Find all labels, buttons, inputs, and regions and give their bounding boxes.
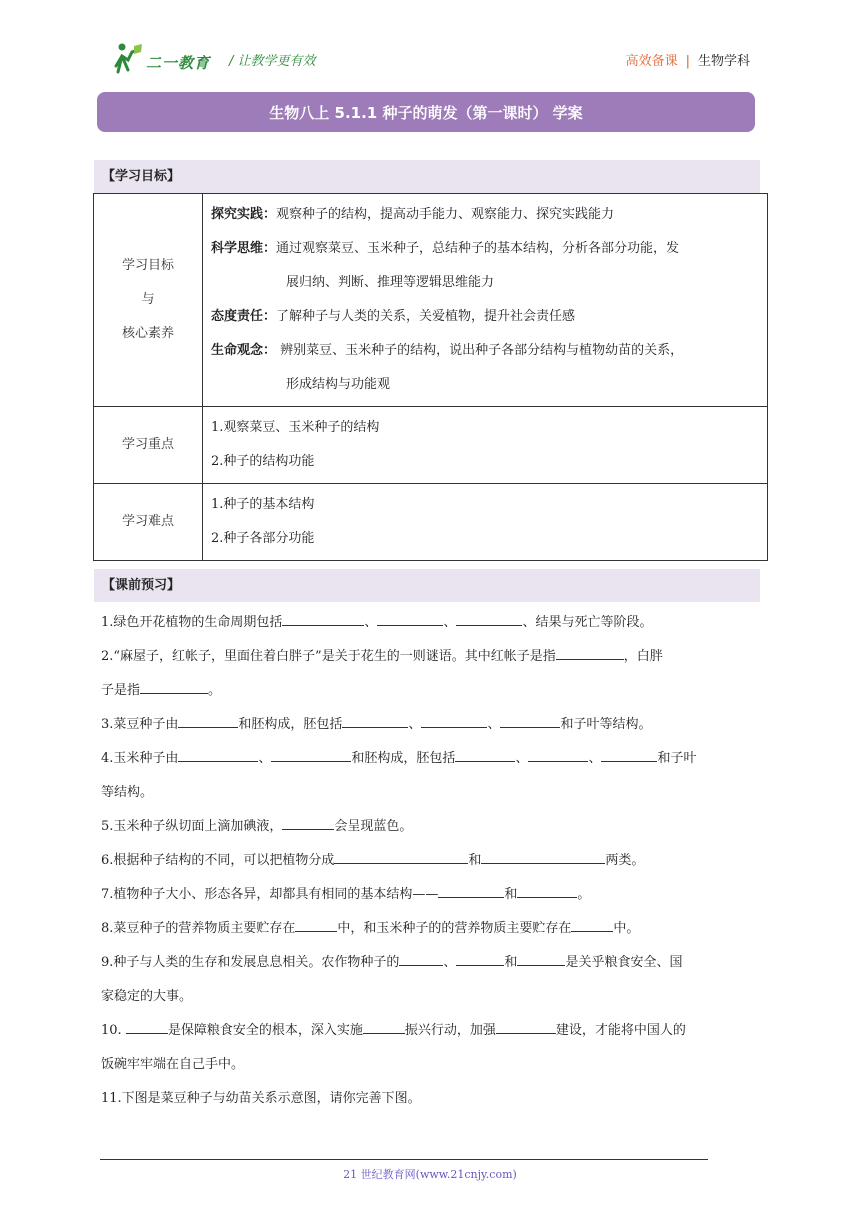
question-text: 、结果与死亡等阶段。 [522, 615, 653, 630]
section-heading-goals: 【学习目标】 [94, 160, 760, 193]
question-text: 、 [443, 955, 457, 970]
goals-table [93, 193, 768, 561]
question-9 [101, 946, 763, 1014]
question-text: 会呈现蓝色。 [334, 819, 413, 834]
answer-blank[interactable] [601, 747, 657, 762]
question-text: 两类。 [605, 853, 645, 868]
question-7 [101, 878, 763, 912]
goal-label: 探究实践： [211, 207, 277, 222]
answer-blank[interactable] [363, 1019, 405, 1034]
question-text: 等结构。 [101, 785, 154, 800]
answer-blank[interactable] [528, 747, 588, 762]
document-title: 生物八上 5.1.1 种子的萌发（第一课时） 学案 [97, 92, 755, 132]
goal-label: 态度责任： [211, 309, 277, 324]
answer-blank[interactable] [295, 917, 337, 932]
row-label-line: 核心素养 [121, 326, 174, 341]
row-content-key-points [203, 407, 768, 484]
question-text: 9.种子与人类的生存和发展息息相关。农作物种子的 [101, 955, 400, 970]
answer-blank[interactable] [178, 747, 258, 762]
question-text: 4.玉米种子由 [101, 751, 179, 766]
row-label-line: 与 [141, 292, 155, 307]
question-text: 中，和玉米种子的的营养物质主要贮存在 [337, 921, 572, 936]
goal-text: 观察种子的结构，提高动手能力、观察能力、探究实践能力 [276, 207, 615, 222]
answer-blank[interactable] [517, 883, 577, 898]
question-text: 、 [487, 717, 501, 732]
question-text: 、 [258, 751, 272, 766]
answer-blank[interactable] [377, 611, 443, 626]
question-text: 8.菜豆种子的营养物质主要贮存在 [101, 921, 296, 936]
goal-text-continued: 形成结构与功能观 [286, 377, 391, 392]
list-item: 2.种子各部分功能 [211, 531, 315, 546]
question-text: 10. [101, 1023, 126, 1038]
question-text: 和子叶 [657, 751, 697, 766]
answer-blank[interactable] [399, 951, 443, 966]
table-row [94, 484, 768, 561]
answer-blank[interactable] [334, 849, 468, 864]
question-text: 和 [504, 955, 518, 970]
answer-blank[interactable] [481, 849, 605, 864]
answer-blank[interactable] [500, 713, 560, 728]
goal-text: 辨别菜豆、玉米种子的结构，说出种子各部分结构与植物幼苗的关系， [276, 343, 684, 358]
question-text: 、 [364, 615, 378, 630]
question-text: 、 [408, 717, 422, 732]
answer-blank[interactable] [456, 611, 522, 626]
question-text: 和胚构成，胚包括 [351, 751, 456, 766]
list-item: 2.种子的结构功能 [211, 454, 315, 469]
header-label-1: 高效备课 [625, 54, 678, 69]
list-item: 1.观察菜豆、玉米种子的结构 [211, 420, 380, 435]
answer-blank[interactable] [517, 951, 565, 966]
goal-text: 通过观察菜豆、玉米种子，总结种子的基本结构，分析各部分功能，发 [276, 241, 680, 256]
answer-blank[interactable] [271, 747, 351, 762]
table-row [94, 407, 768, 484]
row-content-difficulties [203, 484, 768, 561]
table-row [94, 194, 768, 407]
answer-blank[interactable] [126, 1019, 168, 1034]
answer-blank[interactable] [282, 611, 364, 626]
question-6 [101, 844, 763, 878]
answer-blank[interactable] [140, 679, 208, 694]
section-heading-preview: 【课前预习】 [94, 569, 760, 602]
question-4 [101, 742, 763, 810]
question-text: 、 [588, 751, 602, 766]
goal-item [211, 232, 759, 266]
goal-text-continued: 展归纳、判断、推理等逻辑思维能力 [286, 275, 495, 290]
goal-text: 了解种子与人类的关系，关爱植物，提升社会责任感 [276, 309, 576, 324]
row-label-key-points: 学习重点 [94, 407, 203, 484]
question-text: 中。 [613, 921, 640, 936]
question-text: 是保障粮食安全的根本，深入实施 [167, 1023, 363, 1038]
goal-item [211, 198, 759, 232]
question-text: 、 [515, 751, 529, 766]
question-text: 、 [443, 615, 457, 630]
question-text: 1.绿色开花植物的生命周期包括 [101, 615, 283, 630]
question-text: 3.菜豆种子由 [101, 717, 179, 732]
goal-label: 生命观念： [211, 343, 277, 358]
question-text: 7.植物种子大小、形态各异，却都具有相同的基本结构—— [101, 887, 439, 902]
question-text: 饭碗牢牢端在自己手中。 [101, 1057, 245, 1072]
footer-text: 21 世纪教育网(www.21cnjy.com) [343, 1168, 517, 1181]
answer-blank[interactable] [456, 951, 504, 966]
question-text: ，白胖 [623, 649, 663, 664]
question-8 [101, 912, 763, 946]
answer-blank[interactable] [421, 713, 487, 728]
header-separator: | [685, 54, 690, 69]
question-3 [101, 708, 763, 742]
answer-blank[interactable] [556, 645, 624, 660]
question-5 [101, 810, 763, 844]
question-text: 5.玉米种子纵切面上滴加碘液， [101, 819, 283, 834]
question-text: 和胚构成，胚包括 [238, 717, 343, 732]
question-text: 6.根据种子结构的不同，可以把植物分成 [101, 853, 335, 868]
question-list [101, 606, 763, 1116]
answer-blank[interactable] [455, 747, 515, 762]
question-text: 。 [208, 683, 222, 698]
goal-item [211, 300, 759, 334]
row-content-goals [203, 194, 768, 407]
list-item: 1.种子的基本结构 [211, 497, 315, 512]
answer-blank[interactable] [496, 1019, 556, 1034]
row-label-goals [94, 194, 203, 407]
goal-label: 科学思维： [211, 241, 277, 256]
question-text: 家稳定的大事。 [101, 989, 193, 1004]
answer-blank[interactable] [571, 917, 613, 932]
answer-blank[interactable] [342, 713, 408, 728]
question-text: 和 [468, 853, 482, 868]
slogan: / 让教学更有效 [229, 54, 316, 69]
question-text: 。 [577, 887, 591, 902]
question-1 [101, 606, 763, 640]
row-label-line: 学习目标 [121, 258, 174, 273]
answer-blank[interactable] [178, 713, 238, 728]
brand-name: 二一教育 [146, 54, 211, 72]
goal-item [211, 334, 759, 368]
header-right [626, 50, 750, 69]
question-text: 是关乎粮食安全、国 [565, 955, 683, 970]
question-text: 振兴行动，加强 [404, 1023, 496, 1038]
question-text: 子是指 [101, 683, 141, 698]
question-text: 2.“麻屋子，红帐子，里面住着白胖子”是关于花生的一则谜语。其中红帐子是指 [101, 649, 556, 664]
question-10 [101, 1014, 763, 1082]
page-header [112, 36, 750, 80]
answer-blank[interactable] [438, 883, 504, 898]
header-label-2: 生物学科 [697, 54, 750, 69]
row-label-difficulties: 学习难点 [94, 484, 203, 561]
question-text: 和子叶等结构。 [560, 717, 652, 732]
question-11: 11.下图是菜豆种子与幼苗关系示意图，请你完善下图。 [101, 1091, 421, 1106]
answer-blank[interactable] [282, 815, 334, 830]
footer-divider [100, 1159, 708, 1160]
question-text: 建设，才能将中国人的 [555, 1023, 686, 1038]
question-2 [101, 640, 763, 708]
question-text: 和 [504, 887, 518, 902]
